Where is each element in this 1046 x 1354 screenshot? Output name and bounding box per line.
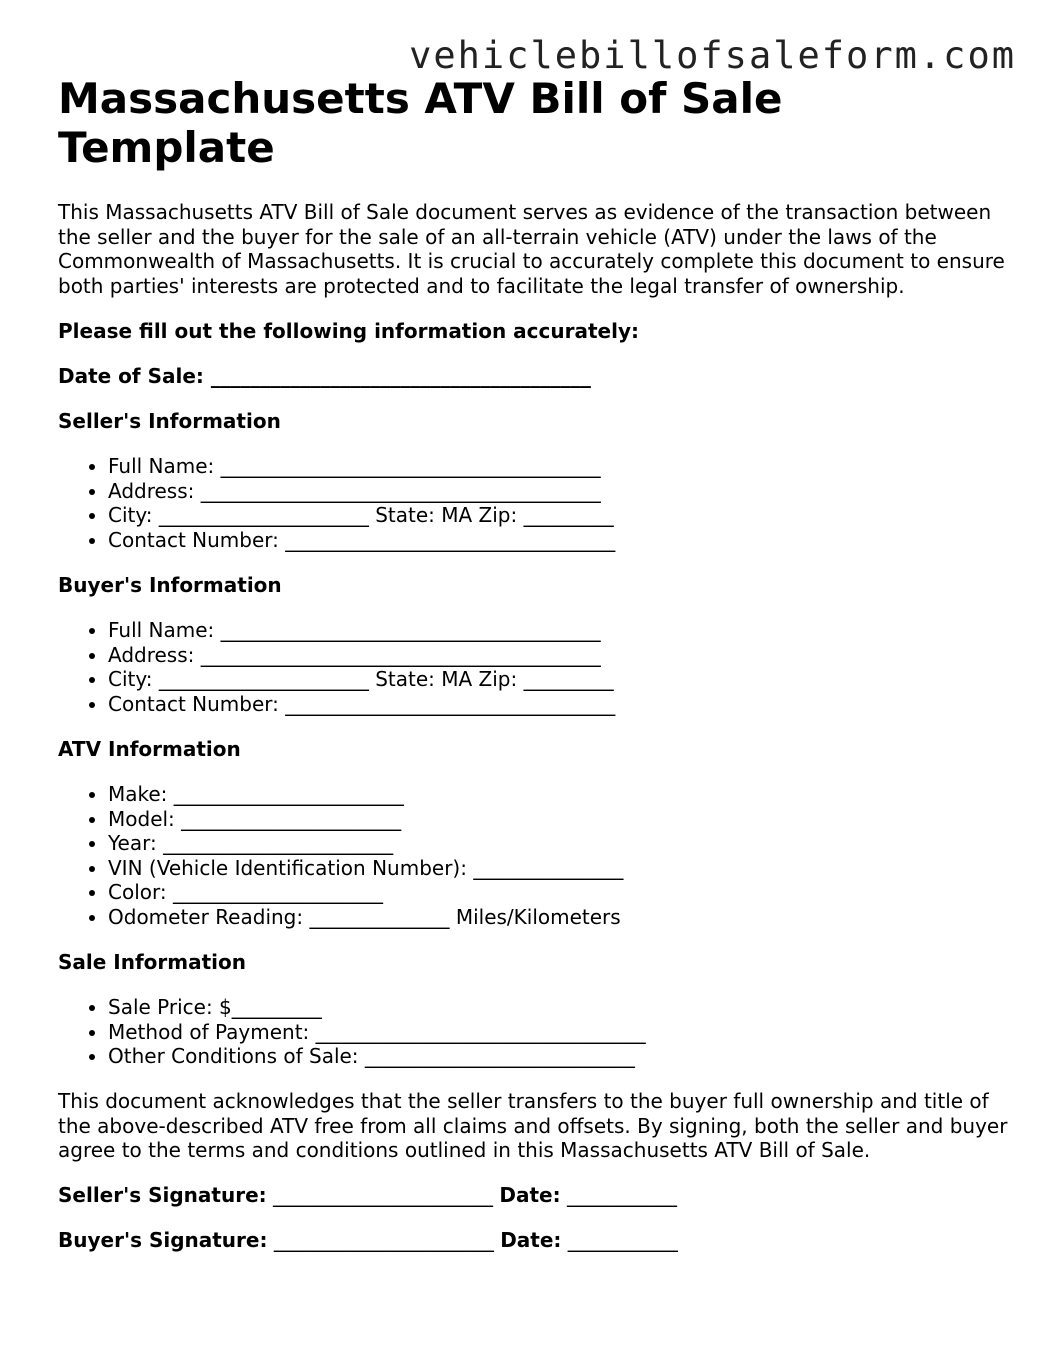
sale-price-field: • Sale Price: $_________ (108, 995, 1008, 1020)
atv-info-list (58, 782, 1008, 929)
atv-year-field: • Year: _______________________ (108, 831, 1008, 856)
sale-info-list (58, 995, 1008, 1069)
atv-vin-field: • VIN (Vehicle Identification Number): _______________ (108, 856, 1008, 881)
seller-date-blank: ___________ (566, 1183, 677, 1207)
sale-section-heading: Sale Information (58, 949, 246, 974)
seller-city-state-zip-field: • City: _____________________ State: MA Zip: _________ (108, 503, 1008, 528)
intro-paragraph: This Massachusetts ATV Bill of Sale document serves as evidence of the transaction between the seller and the buyer for the sale of an all-terrain vehicle (ATV) under the laws of the Commonwealth of Massachusetts. It is crucial to accurately complete this document to ensure both parties' interests are protected and to facilitate the legal transfer of ownership. (58, 200, 1005, 298)
seller-contact-number-field: • Contact Number: _________________________________ (108, 528, 1008, 553)
buyer-signature-blank: ______________________ (273, 1228, 494, 1252)
atv-section-heading: ATV Information (58, 736, 241, 761)
seller-signature-label: Seller's Signature: (58, 1183, 267, 1207)
atv-make-field: • Make: _______________________ (108, 782, 1008, 807)
payment-method-field: • Method of Payment: _________________________________ (108, 1020, 1008, 1045)
buyer-signature-label: Buyer's Signature: (58, 1228, 268, 1252)
seller-address-field: • Address: ________________________________________ (108, 479, 1008, 504)
date-of-sale-field: Date of Sale: ______________________________________ (58, 363, 591, 388)
buyer-signature-line (58, 1228, 1008, 1253)
buyer-date-blank: ___________ (567, 1228, 678, 1252)
instruction-text: Please fill out the following information accurately: (58, 318, 639, 343)
document-title: Massachusetts ATV Bill of Sale Template (58, 74, 783, 172)
buyer-city-state-zip-field: • City: _____________________ State: MA Zip: _________ (108, 667, 1008, 692)
seller-section-heading: Seller's Information (58, 408, 281, 433)
seller-signature-blank: ______________________ (273, 1183, 493, 1207)
seller-signature-line (58, 1183, 1008, 1208)
atv-color-field: • Color: _____________________ (108, 880, 1008, 905)
buyer-section-heading: Buyer's Information (58, 572, 282, 597)
seller-date-label: Date: (499, 1183, 561, 1207)
document-body (58, 74, 1008, 1253)
buyer-contact-number-field: • Contact Number: _________________________________ (108, 692, 1008, 717)
acknowledgement-paragraph: This document acknowledges that the seller transfers to the buyer full ownership and title of the above-described ATV free from all claims and offsets. By signing, both the seller and buyer agree to the terms and conditions outlined in this Massachusetts ATV Bill of Sale. (58, 1089, 1008, 1162)
other-conditions-field: • Other Conditions of Sale: ___________________________ (108, 1044, 1008, 1069)
buyer-info-list (58, 618, 1008, 716)
buyer-date-label: Date: (500, 1228, 562, 1252)
atv-model-field: • Model: ______________________ (108, 807, 1008, 832)
watermark-site-name: vehiclebillofsaleform.com (409, 34, 1016, 77)
buyer-full-name-field: • Full Name: ______________________________________ (108, 618, 1008, 643)
buyer-address-field: • Address: ________________________________________ (108, 643, 1008, 668)
atv-odometer-field: • Odometer Reading: ______________ Miles/Kilometers (108, 905, 1008, 930)
seller-info-list (58, 454, 1008, 552)
seller-full-name-field: • Full Name: ______________________________________ (108, 454, 1008, 479)
